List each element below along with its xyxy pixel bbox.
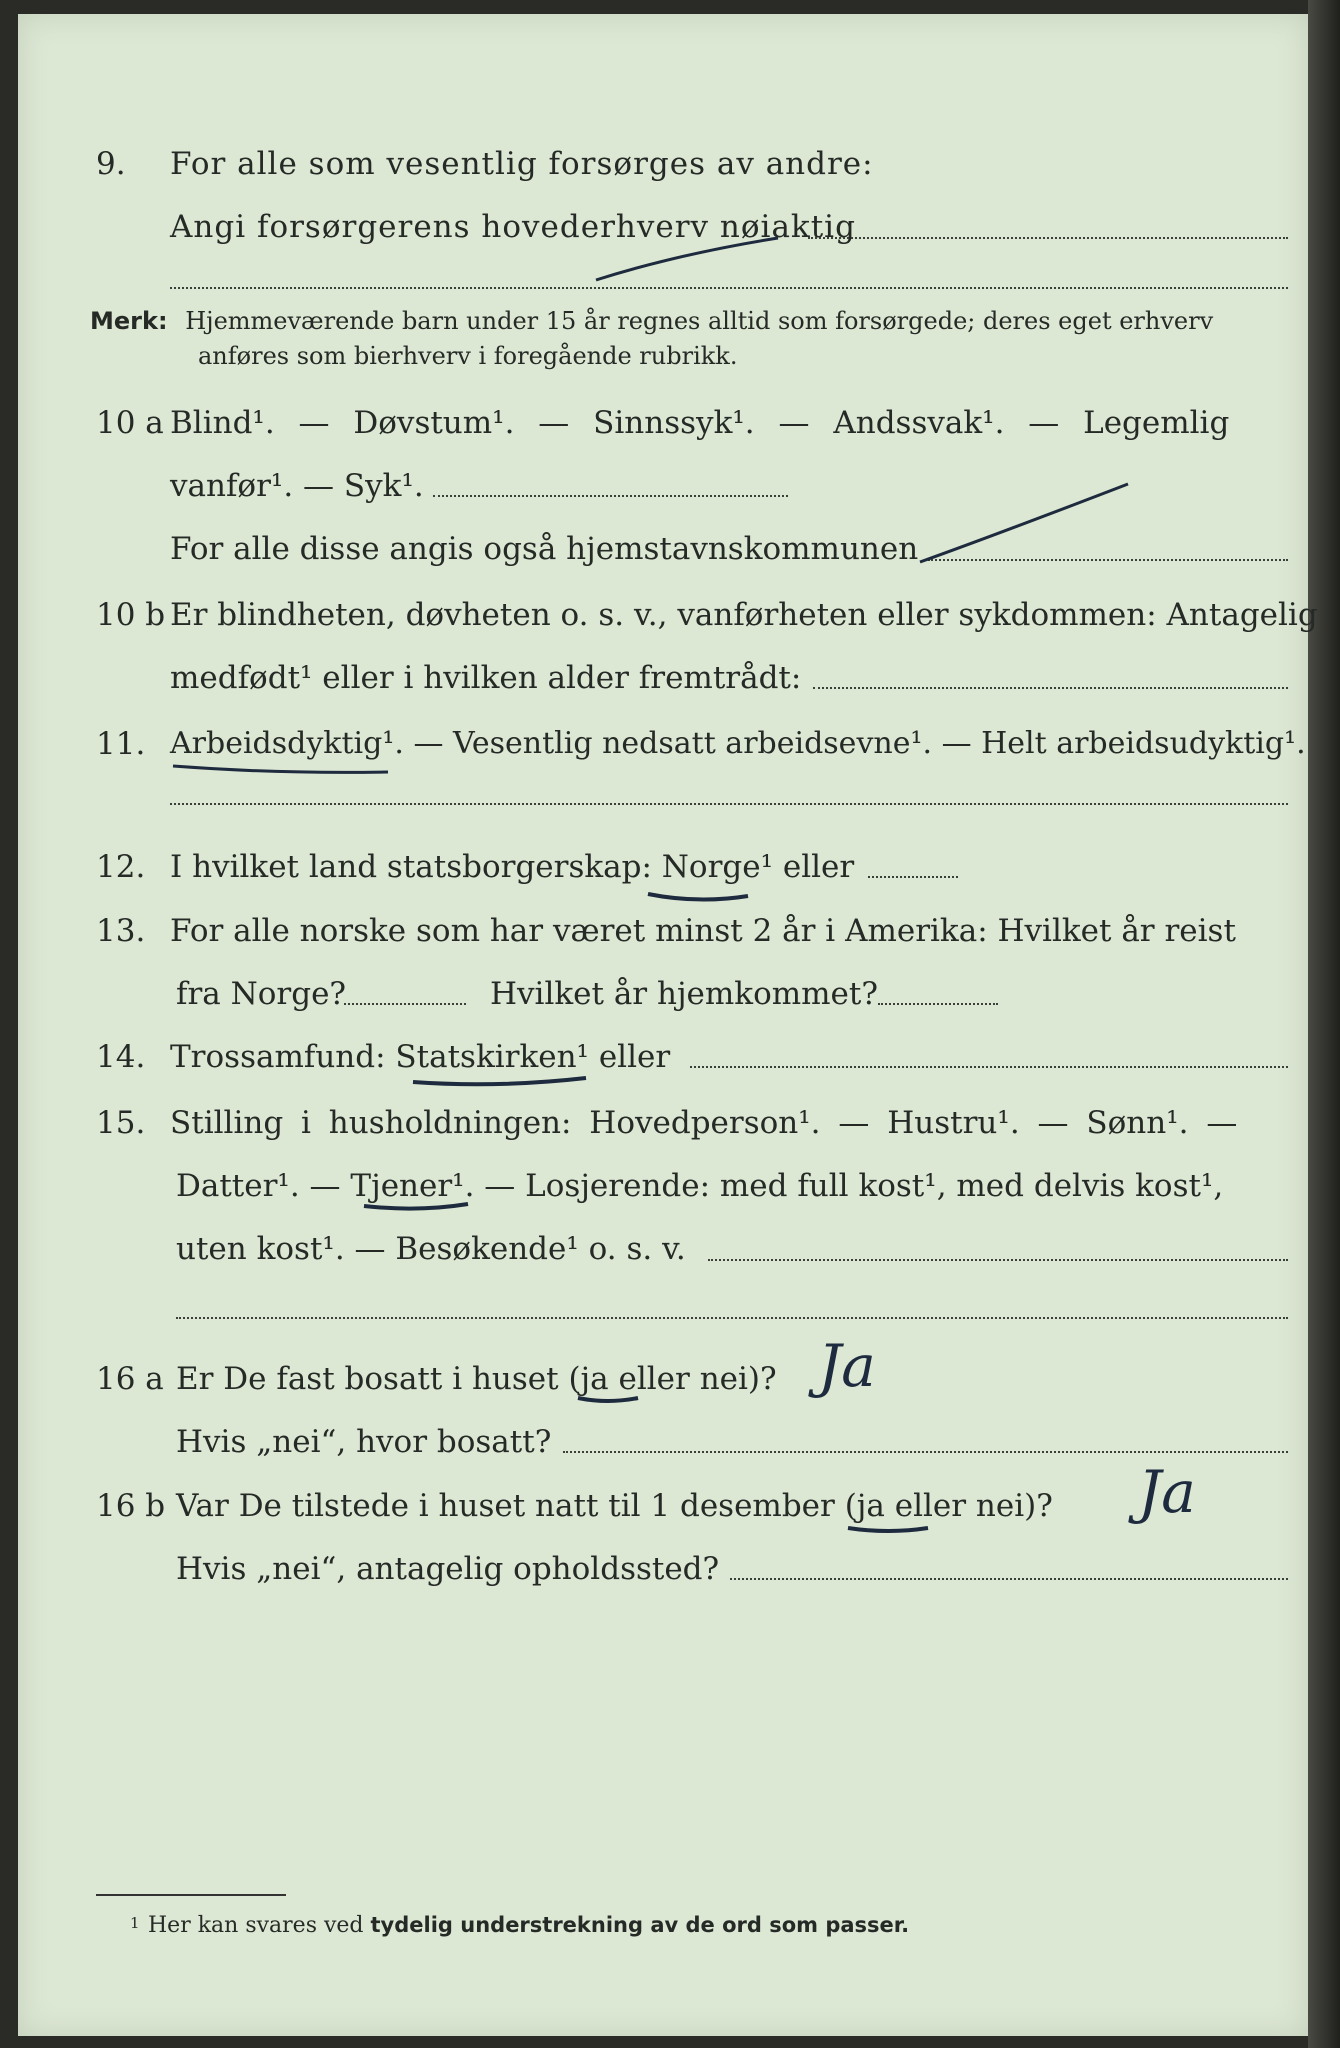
question-text: Blind¹. — Døvstum¹. — Sinnssyk¹. — Andssvak¹. — Legemlig <box>170 405 1230 441</box>
question-text: Er blindheten, døvheten o. s. v., vanførheten eller sykdommen: Antagelig <box>170 597 1318 633</box>
question-number: 14. <box>96 1039 146 1075</box>
question-text: Trossamfund: Statskirken¹ eller <box>170 1039 671 1075</box>
question-10b <box>18 589 1318 649</box>
footnote-rule <box>96 1894 286 1896</box>
census-form-page <box>18 14 1318 2036</box>
question-16b <box>18 1480 1308 1540</box>
question-10a-line-3 <box>18 523 1308 583</box>
question-text: Hvis „nei“, hvor bosatt? <box>176 1424 552 1460</box>
answer-line[interactable] <box>730 1578 1288 1580</box>
question-number: 16 b <box>96 1488 166 1524</box>
note-merk-line-2 <box>198 339 737 373</box>
question-15 <box>18 1097 1308 1157</box>
question-text: Er De fast bosatt i huset (ja eller nei)? <box>176 1361 777 1397</box>
answer-line[interactable] <box>878 1003 998 1005</box>
answer-line[interactable] <box>433 495 788 497</box>
question-text: For alle som vesentlig forsørges av andre: <box>170 146 874 182</box>
answer-line[interactable] <box>176 1317 1288 1319</box>
answer-line[interactable] <box>808 237 1288 239</box>
note-text: Hjemmeværende barn under 15 år regnes alltid som forsørgede; deres eget erhverv <box>185 307 1214 335</box>
answer-line[interactable] <box>868 876 958 878</box>
note-text: anføres som bierhverv i foregående rubrikk. <box>198 342 738 370</box>
question-text: Hvilket år hjemkommet? <box>490 976 878 1012</box>
answer-line[interactable] <box>690 1066 1288 1068</box>
question-text: Angi forsørgerens hovederhverv nøiaktig <box>170 209 856 245</box>
question-15-line-3 <box>18 1223 1308 1283</box>
answer-line[interactable] <box>170 287 1288 289</box>
question-text: Arbeidsdyktig¹. — Vesentlig nedsatt arbeidsevne¹. — Helt arbeidsudyktig¹. <box>170 726 1306 761</box>
question-16a-line-2 <box>18 1416 1308 1476</box>
question-text: For alle norske som har været minst 2 år i Amerika: Hvilket år reist <box>170 913 1236 949</box>
question-9-line-2 <box>18 201 1308 261</box>
question-11 <box>18 718 1308 778</box>
question-text: vanfør¹. — Syk¹. <box>170 468 424 504</box>
question-number: 12. <box>96 849 146 885</box>
footnote-marker: 1 <box>130 1914 140 1932</box>
answer-line[interactable] <box>928 559 1288 561</box>
question-10b-line-2 <box>18 652 1308 712</box>
question-text: uten kost¹. — Besøkende¹ o. s. v. <box>176 1231 686 1267</box>
question-13 <box>18 905 1308 965</box>
question-number: 10 a <box>96 405 164 441</box>
question-number: 16 a <box>96 1361 164 1397</box>
question-number: 10 b <box>96 597 166 633</box>
question-9 <box>18 138 1308 198</box>
handwritten-answer: Ja <box>1138 1458 1196 1526</box>
question-number: 11. <box>96 726 146 762</box>
scan-edge <box>1308 0 1340 2048</box>
question-text: I hvilket land statsborgerskap: Norge¹ eller <box>170 849 855 885</box>
footnote-text: Her kan svares ved <box>148 1913 364 1938</box>
note-label: Merk: <box>90 307 168 335</box>
answer-line[interactable] <box>563 1451 1288 1453</box>
question-number: 15. <box>96 1105 146 1141</box>
question-text: For alle disse angis også hjemstavnskommunen <box>170 531 919 567</box>
footnote-bold-text: tydelig understrekning av de ord som passer. <box>370 1913 910 1937</box>
note-merk <box>90 304 1213 338</box>
question-16b-line-2 <box>18 1543 1308 1603</box>
question-number: 13. <box>96 913 146 949</box>
question-16a <box>18 1353 1308 1413</box>
question-text: fra Norge? <box>176 976 347 1012</box>
question-text: Hvis „nei“, antagelig opholdssted? <box>176 1551 720 1587</box>
question-text: Datter¹. — Tjener¹. — Losjerende: med full kost¹, med delvis kost¹, <box>176 1168 1224 1204</box>
footnote <box>130 1910 910 1941</box>
answer-line[interactable] <box>170 803 1288 805</box>
question-text: medfødt¹ eller i hvilken alder fremtrådt: <box>170 660 802 696</box>
handwritten-answer: Ja <box>818 1332 876 1400</box>
question-13-line-2 <box>18 968 1308 1028</box>
question-12 <box>18 841 1308 901</box>
answer-line[interactable] <box>813 687 1288 689</box>
answer-line[interactable] <box>708 1259 1288 1261</box>
question-text: Var De tilstede i huset natt til 1 desember (ja eller nei)? <box>176 1488 1053 1524</box>
answer-line[interactable] <box>344 1003 466 1005</box>
question-14 <box>18 1031 1308 1091</box>
question-10a <box>18 397 1308 457</box>
question-15-line-2 <box>18 1160 1308 1220</box>
question-number: 9. <box>96 146 126 182</box>
question-text: Stilling i husholdningen: Hovedperson¹. — Hustru¹. — Sønn¹. — <box>170 1105 1238 1141</box>
question-10a-line-2 <box>18 460 1308 520</box>
